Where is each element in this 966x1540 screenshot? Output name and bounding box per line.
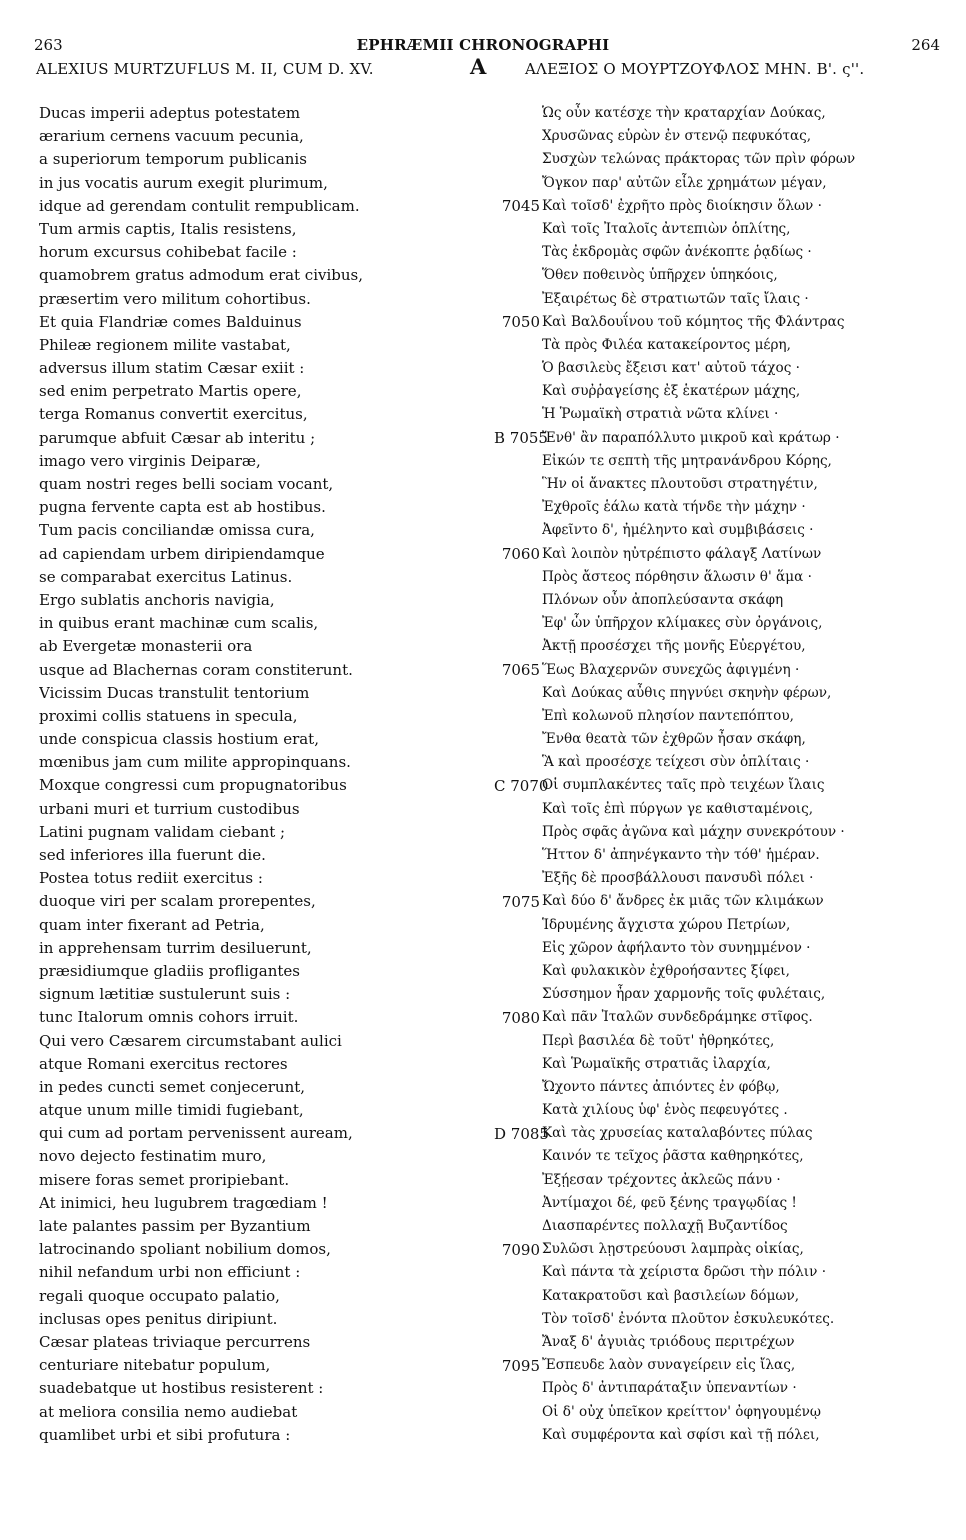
latin-verse-line: horum excursus cohibebat facile : (39, 243, 297, 262)
latin-verse-line: in apprehensam turrim desiluerunt, (39, 938, 312, 957)
greek-verse-line: Καὶ συμφέροντα καὶ σφίσι καὶ τῇ πόλει, (542, 1426, 820, 1443)
latin-verse-line: quam inter fixerant ad Petria, (39, 915, 265, 934)
greek-verse-line: Ἔνθα θεατὰ τῶν ἐχθρῶν ἦσαν σκάφη, (542, 731, 806, 748)
page-number-left: 263 (34, 36, 63, 54)
latin-verse-line: qui cum ad portam pervenissent auream, (39, 1124, 353, 1143)
latin-verse-line: signum lætitiæ sustulerunt suis : (39, 985, 291, 1004)
greek-verse-line: Πρὸς ἄστεος πόρθησιν ἅλωσιν θ' ἅμα · (542, 568, 812, 585)
latin-verse-line: tunc Italorum omnis cohors irruit. (39, 1008, 299, 1027)
latin-verse-line: usque ad Blachernas coram constiterunt. (39, 660, 353, 679)
latin-verse-line: nihil nefandum urbi non efficiunt : (39, 1263, 301, 1282)
greek-verse-line: Ὡς οὖν κατέσχε τὴν κραταρχίαν Δούκας, (542, 105, 826, 121)
greek-verse-line: Ἐφ' ὧν ὑπῆρχον κλίμακες σὺν ὀργάνοις, (542, 615, 823, 632)
greek-verse-line: Ὤχοντο πάντες ἀπιόντες ἐν φόβῳ, (542, 1078, 780, 1095)
greek-verse-line: Ἱδρυμένης ἄγχιστα χώρου Πετρίων, (542, 916, 791, 933)
greek-verse-line: Ἣν οἱ ἄνακτες πλουτοῦσι στρατηγέτιν, (542, 476, 818, 492)
latin-verse-line: quamlibet urbi et sibi profutura : (39, 1425, 291, 1444)
latin-verse-line: in quibus erant machinæ cum scalis, (39, 614, 319, 633)
latin-verse-line: se comparabat exercitus Latinus. (39, 567, 293, 586)
greek-verse-line: Κατὰ χιλίους ὑφ' ἑνὸς πεφευγότες . (542, 1102, 788, 1119)
verse-line-number: D 7085 (494, 1124, 549, 1143)
verse-line-number: 7075 (501, 892, 540, 911)
latin-verse-line: quamobrem gratus admodum erat civibus, (39, 266, 364, 285)
greek-verse-line: Ἡ Ῥωμαϊκὴ στρατιὰ νῶτα κλίνει · (542, 406, 779, 423)
latin-verse-line: Tum pacis conciliandæ omissa cura, (39, 521, 315, 540)
greek-verse-line: Συλῶσι λῃστρεύουσι λαμπρὰς οἰκίας, (542, 1241, 804, 1258)
greek-verse-line: Ἐχθροῖς ἑάλω κατὰ τήνδε τὴν μάχην · (542, 499, 806, 516)
latin-verse-line: quam nostri reges belli sociam vocant, (39, 475, 334, 493)
greek-verse-line: Χρυσῶνας εὑρὼν ἐν στενῷ πεφυκότας, (542, 128, 812, 145)
verse-line-number: 7095 (501, 1356, 540, 1375)
greek-verse-line: Ὄγκον παρ' αὐτῶν εἷλε χρημάτων μέγαν, (542, 174, 827, 191)
latin-verse-line: sed inferiores illa fuerunt die. (39, 846, 266, 864)
greek-verse-line: Πρὸς σφᾶς ἀγῶνα καὶ μάχην συνεκρότουν · (542, 823, 845, 840)
latin-verse-line: pugna fervente capta est ab hostibus. (39, 498, 326, 517)
latin-verse-line: terga Romanus convertit exercitus, (39, 405, 308, 424)
section-marker: A (470, 54, 487, 79)
verse-line-number: 7060 (501, 544, 540, 563)
latin-verse-line: Et quia Flandriæ comes Balduinus (39, 312, 302, 331)
verse-line-number: B 7055 (494, 428, 548, 447)
greek-verse-line: Τὸν τοῖσδ' ἐνόντα πλοῦτον ἐσκυλευκότες. (542, 1310, 835, 1327)
latin-verse-line: Cæsar plateas triviaque percurrens (39, 1332, 311, 1351)
greek-verse-line: Καὶ τοῖς Ἰταλοῖς ἀντεπιὼν ὁπλίτης, (542, 220, 791, 237)
greek-verse-line: Ὅθεν ποθεινὸς ὑπῆρχεν ὑπηκόοις, (542, 267, 778, 284)
latin-text-column (39, 102, 459, 1447)
latin-verse-line: at meliora consilia nemo audiebat (39, 1402, 298, 1421)
latin-verse-line: idque ad gerendam contulit rempublicam. (39, 196, 360, 215)
greek-verse-line: Καὶ τοῖς ἐπὶ πύργων γε καθισταμένοις, (542, 800, 814, 817)
greek-verse-line: Ἀφεῖντο δ', ἠμέληντο καὶ συμβιβάσεις · (542, 522, 814, 539)
latin-verse-line: novo dejecto festinatim muro, (39, 1147, 267, 1166)
latin-verse-line: Postea totus rediit exercitus : (39, 869, 263, 888)
verse-line-number: 7045 (501, 196, 540, 215)
greek-verse-line: Εἰκών τε σεπτὴ τῆς μητρανάνδρου Κόρης, (542, 452, 832, 469)
latin-verse-line: suadebatque ut hostibus resisterent : (39, 1379, 324, 1398)
greek-verse-line: Καὶ τὰς χρυσείας καταλαβόντες πύλας (542, 1125, 813, 1142)
verse-line-number: 7065 (501, 660, 540, 679)
greek-verse-line: Ἀκτῇ προσέσχει τῆς μονῆς Εὐεργέτου, (542, 638, 806, 655)
latin-verse-line: ad capiendam urbem diripiendamque (39, 544, 325, 563)
latin-section-heading: ALEXIUS MURTZUFLUS M. II, CUM D. XV. (36, 60, 374, 78)
greek-verse-line: Ἔνθ' ἂν παραπόλλυτο μικροῦ καὶ κράτωρ · (542, 429, 840, 446)
latin-verse-line: præsertim vero militum cohortibus. (39, 289, 311, 308)
latin-verse-line: unde conspicua classis hostium erat, (39, 730, 319, 749)
verse-line-number: 7090 (501, 1240, 540, 1259)
latin-verse-line: imago vero virginis Deiparæ, (39, 451, 261, 470)
greek-section-heading: ΑΛΕΞΙΟΣ Ο ΜΟΥΡΤΖΟΥΦΛΟΣ ΜΗΝ. Β'. ς''. (525, 60, 865, 78)
latin-verse-line: ab Evergetæ monasterii ora (39, 637, 253, 656)
latin-verse-line: centuriare nitebatur populum, (39, 1356, 271, 1375)
greek-verse-line: Ἀντίμαχοι δέ, φεῦ ξένης τραγῳδίας ! (542, 1194, 797, 1211)
verse-line-number: 7050 (501, 312, 540, 331)
latin-verse-line: mœnibus jam cum milite appropinquans. (39, 753, 351, 772)
greek-verse-line: Ἔσπευδε λαὸν συναγείρειν εἰς ἴλας, (542, 1357, 796, 1374)
latin-verse-line: duoque viri per scalam prorepentes, (39, 892, 316, 911)
greek-verse-line: Περὶ βασιλέα δὲ τοῦτ' ἠθρηκότες, (542, 1032, 775, 1049)
latin-verse-line: Latini pugnam validam ciebant ; (39, 822, 286, 841)
greek-verse-line: Ἐξῆς δὲ προσβάλλουσι πανσυδὶ πόλει · (542, 870, 814, 887)
latin-verse-line: Qui vero Cæsarem circumstabant aulici (39, 1031, 342, 1050)
latin-verse-line: adversus illum statim Cæsar exiit : (39, 359, 305, 378)
latin-verse-line: Ducas imperii adeptus potestatem (39, 104, 301, 122)
latin-verse-line: Phileæ regionem milite vastabat, (39, 335, 291, 354)
greek-verse-line: Διασπαρέντες πολλαχῇ Βυζαντίδος (542, 1218, 788, 1234)
greek-verse-line: Καὶ τοῖσδ' ἐχρῆτο πρὸς διοίκησιν ὅλων · (542, 197, 822, 214)
greek-verse-line: Τὰ πρὸς Φιλέα κατακείροντος μέρη, (542, 336, 791, 353)
latin-verse-line: misere foras semet proripiebant. (39, 1170, 290, 1189)
running-title: EPHRÆMII CHRONOGRAPHI (356, 36, 610, 54)
latin-verse-line: At inimici, heu lugubrem tragœdiam ! (39, 1193, 328, 1212)
page-number-right: 264 (911, 36, 940, 54)
greek-verse-line: Συσχὼν τελώνας πράκτορας τῶν πρὶν φόρων (542, 151, 856, 168)
greek-verse-line: Καὶ συῤῥαγείσης ἐξ ἑκατέρων μάχης, (542, 383, 801, 400)
greek-verse-line: Ἥττον δ' ἀπηνέγκαντο τὴν τόθ' ἡμέραν. (542, 847, 820, 863)
latin-verse-line: præsidiumque gladiis profligantes (39, 961, 300, 980)
latin-verse-line: Vicissim Ducas transtulit tentorium (39, 683, 310, 702)
greek-verse-line: Ἐξῄεσαν τρέχοντες ἀκλεῶς πάνυ · (542, 1171, 781, 1188)
greek-verse-line: Καὶ πάντα τὰ χείριστα δρῶσι τὴν πόλιν · (542, 1264, 827, 1281)
greek-verse-line: Τὰς ἐκδρομὰς σφῶν ἀνέκοπτε ῥᾳδίως · (542, 244, 812, 261)
verse-line-number: 7080 (501, 1008, 540, 1027)
latin-verse-line: in pedes cuncti semet conjecerunt, (39, 1077, 306, 1096)
greek-verse-line: Εἰς χῶρον ἀφήλαντο τὸν συνημμένον · (542, 939, 811, 956)
greek-verse-line: Καὶ λοιπὸν ηὐτρέπιστο φάλαγξ Λατίνων (542, 545, 822, 562)
latin-verse-line: inclusas opes penitus diripiunt. (39, 1309, 278, 1328)
latin-verse-line: in jus vocatis aurum exegit plurimum, (39, 173, 328, 192)
greek-verse-line: Καὶ δύο δ' ἄνδρες ἐκ μιᾶς τῶν κλιμάκων (542, 893, 824, 910)
greek-verse-line: Ἐπὶ κολωνοῦ πλησίον παντεπόπτου, (542, 707, 794, 724)
greek-verse-line: Καὶ φυλακικὸν ἐχθροήσαντες ξίφει, (542, 962, 790, 979)
latin-verse-line: Ergo sublatis anchoris navigia, (39, 590, 275, 609)
greek-verse-line: Ἄναξ δ' ἀγυιὰς τριόδους περιτρέχων (542, 1333, 795, 1350)
latin-verse-line: ærarium cernens vacuum pecunia, (39, 127, 304, 146)
latin-verse-line: Moxque congressi cum propugnatoribus (39, 776, 347, 795)
latin-verse-line: a superiorum temporum publicanis (39, 150, 307, 169)
latin-verse-line: atque Romani exercitus rectores (39, 1054, 288, 1073)
greek-verse-line: Ἕως Βλαχερνῶν συνεχῶς ἀφιγμένη · (542, 661, 800, 678)
latin-verse-line: Tum armis captis, Italis resistens, (39, 219, 297, 238)
greek-verse-line: Ὁ βασιλεὺς ἔξεισι κατ' αὐτοῦ τάχος · (542, 360, 800, 377)
greek-verse-line: Πλόνων οὖν ἀποπλεύσαντα σκάφη (542, 591, 784, 608)
greek-verse-line: Σύσσημον ἦραν χαρμονῆς τοῖς φυλέταις, (542, 986, 826, 1003)
latin-verse-line: latrocinando spoliant nobilium domos, (39, 1240, 331, 1259)
greek-verse-line: Οἱ δ' οὐχ ὑπεῖκον κρείττον' ὀφηγουμένῳ (542, 1403, 821, 1420)
verse-line-number: C 7070 (494, 776, 549, 795)
latin-verse-line: urbani muri et turrium custodibus (39, 799, 300, 818)
greek-verse-line: Καὶ Βαλδουΐνου τοῦ κόμητος τῆς Φλάντρας (542, 313, 845, 330)
latin-verse-line: atque unum mille timidi fugiebant, (39, 1101, 304, 1120)
greek-verse-line: Οἱ συμπλακέντες ταῖς πρὸ τειχέων ἴλαις (542, 777, 825, 794)
latin-verse-line: sed enim perpetrato Martis opere, (39, 382, 302, 401)
latin-verse-line: proximi collis statuens in specula, (39, 706, 298, 725)
greek-verse-line: Καινόν τε τεῖχος ῥᾶστα καθηρηκότες, (542, 1148, 804, 1165)
greek-verse-line: Κατακρατοῦσι καὶ βασιλείων δόμων, (542, 1287, 800, 1304)
greek-verse-line: Ἃ καὶ προσέσχε τείχεσι σὺν ὁπλίταις · (542, 754, 810, 771)
greek-verse-line: Ἐξαιρέτως δὲ στρατιωτῶν ταῖς ἴλαις · (542, 290, 809, 307)
latin-verse-line: late palantes passim per Byzantium (39, 1217, 311, 1235)
latin-verse-line: parumque abfuit Cæsar ab interitu ; (39, 428, 316, 447)
greek-verse-line: Καὶ Δούκας αὖθις πηγνύει σκηνὴν φέρων, (542, 684, 832, 701)
greek-verse-line: Πρὸς δ' ἀντιπαράταξιν ὑπεναντίων · (542, 1380, 797, 1397)
latin-verse-line: regali quoque occupato palatio, (39, 1286, 280, 1305)
greek-text-column (542, 102, 962, 1447)
greek-verse-line: Καὶ Ῥωμαϊκῆς στρατιᾶς ἰλαρχία, (542, 1055, 771, 1072)
greek-verse-line: Καὶ πᾶν Ἰταλῶν συνδεδράμηκε στῖφος. (542, 1009, 813, 1026)
